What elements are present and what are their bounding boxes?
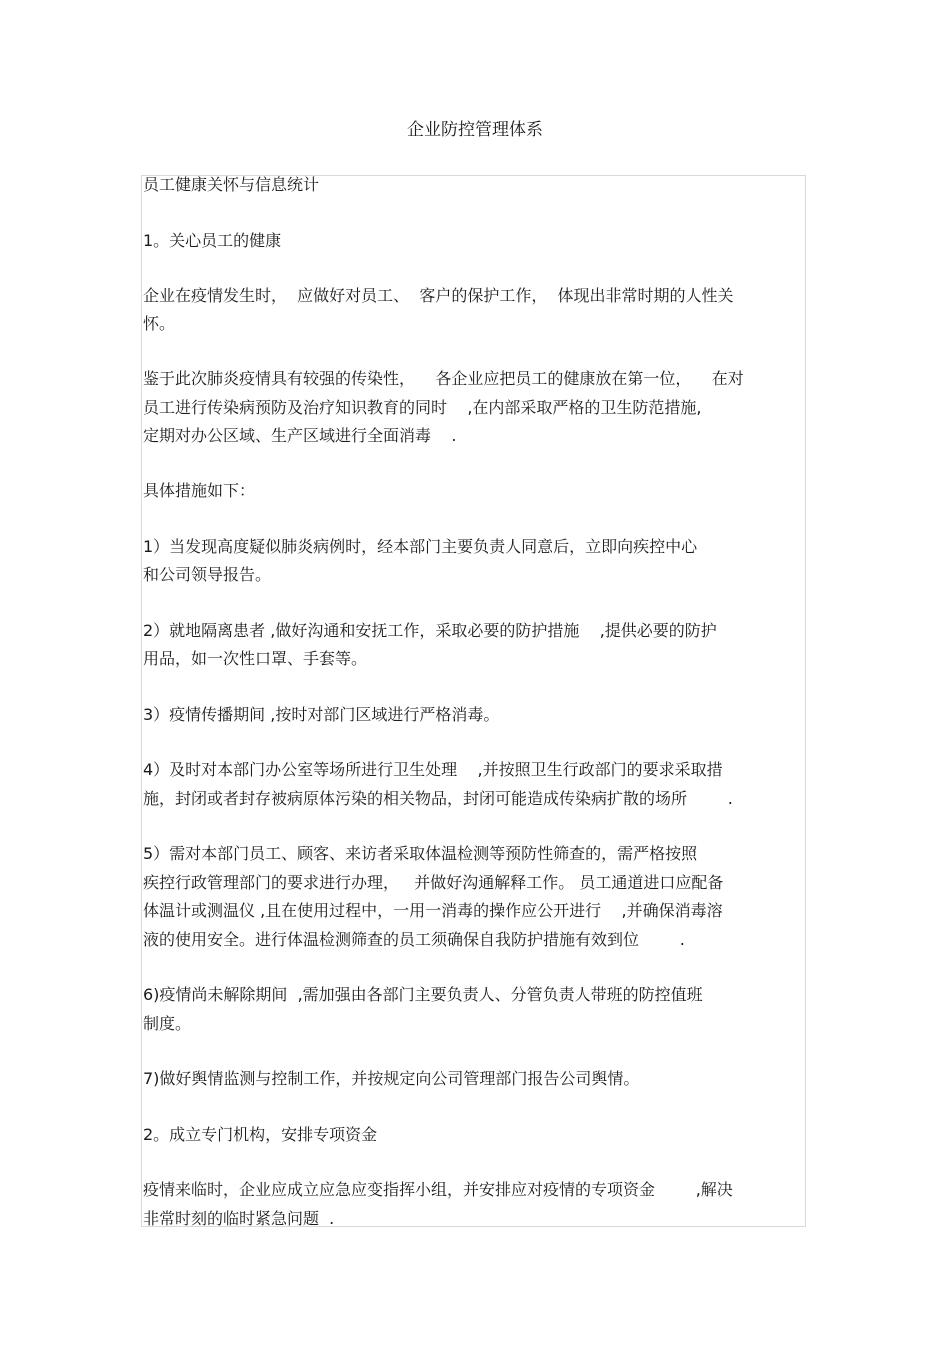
paragraph-line: 鉴于此次肺炎疫情具有较强的传染性， 各企业应把员工的健康放在第一位， 在对 [143, 369, 744, 388]
list-item-line: 疾控行政管理部门的要求进行办理， 并做好沟通解释工作。 员工通道进口应配备 [143, 873, 724, 892]
list-item-line: 7)做好舆情监测与控制工作，并按规定向公司管理部门报告公司舆情。 [143, 1069, 640, 1088]
list-item-line: 制度。 [143, 1014, 192, 1033]
section-heading: 员工健康关怀与信息统计 [143, 175, 320, 194]
list-item-line: 5）需对本部门员工、顾客、来访者采取体温检测等预防性筛查的，需严格按照 [143, 844, 698, 863]
list-item-line: 液的使用安全。进行体温检测筛查的员工须确保自我防护措施有效到位 . [143, 930, 685, 949]
document-title: 企业防控管理体系 [407, 120, 543, 140]
paragraph-line: 企业在疫情发生时， 应做好对员工、 客户的保护工作， 体现出非常时期的人性关 [143, 286, 734, 305]
paragraph-line: 疫情来临时，企业应成立应急应变指挥小组，并安排应对疫情的专项资金 ,解决 [143, 1180, 733, 1199]
paragraph-line: 具体措施如下： [143, 481, 256, 500]
paragraph-line: 非常时刻的临时紧急问题 . [143, 1209, 335, 1228]
list-item-line: 施，封闭或者封存被病原体污染的相关物品，封闭可能造成传染病扩散的场所 . [143, 789, 733, 808]
list-item-line: 1）当发现高度疑似肺炎病例时，经本部门主要负责人同意后，立即向疾控中心 [143, 537, 698, 556]
list-item-line: 体温计或测温仪 ,且在使用过程中，一用一消毒的操作应公开进行 ,并确保消毒溶 [143, 901, 723, 920]
paragraph-line: 员工进行传染病预防及治疗知识教育的同时 ,在内部采取严格的卫生防范措施, [143, 398, 702, 417]
list-item-line: 3）疫情传播期间 ,按时对部门区域进行严格消毒。 [143, 705, 500, 724]
list-item-line: 6)疫情尚未解除期间 ,需加强由各部门主要负责人、分管负责人带班的防控值班 [143, 985, 703, 1004]
subsection-heading: 1。关心员工的健康 [143, 231, 282, 250]
list-item-line: 2）就地隔离患者 ,做好沟通和安抚工作，采取必要的防护措施 ,提供必要的防护 [143, 621, 717, 640]
list-item-line: 用品，如一次性口罩、手套等。 [143, 649, 368, 668]
list-item-line: 4）及时对本部门办公室等场所进行卫生处理 ,并按照卫生行政部门的要求采取措 [143, 760, 723, 779]
paragraph-line: 怀。 [143, 314, 176, 333]
paragraph-line: 定期对办公区域、生产区域进行全面消毒 . [143, 426, 457, 445]
list-item-line: 和公司领导报告。 [143, 565, 272, 584]
subsection-heading: 2。成立专门机构，安排专项资金 [143, 1125, 378, 1144]
